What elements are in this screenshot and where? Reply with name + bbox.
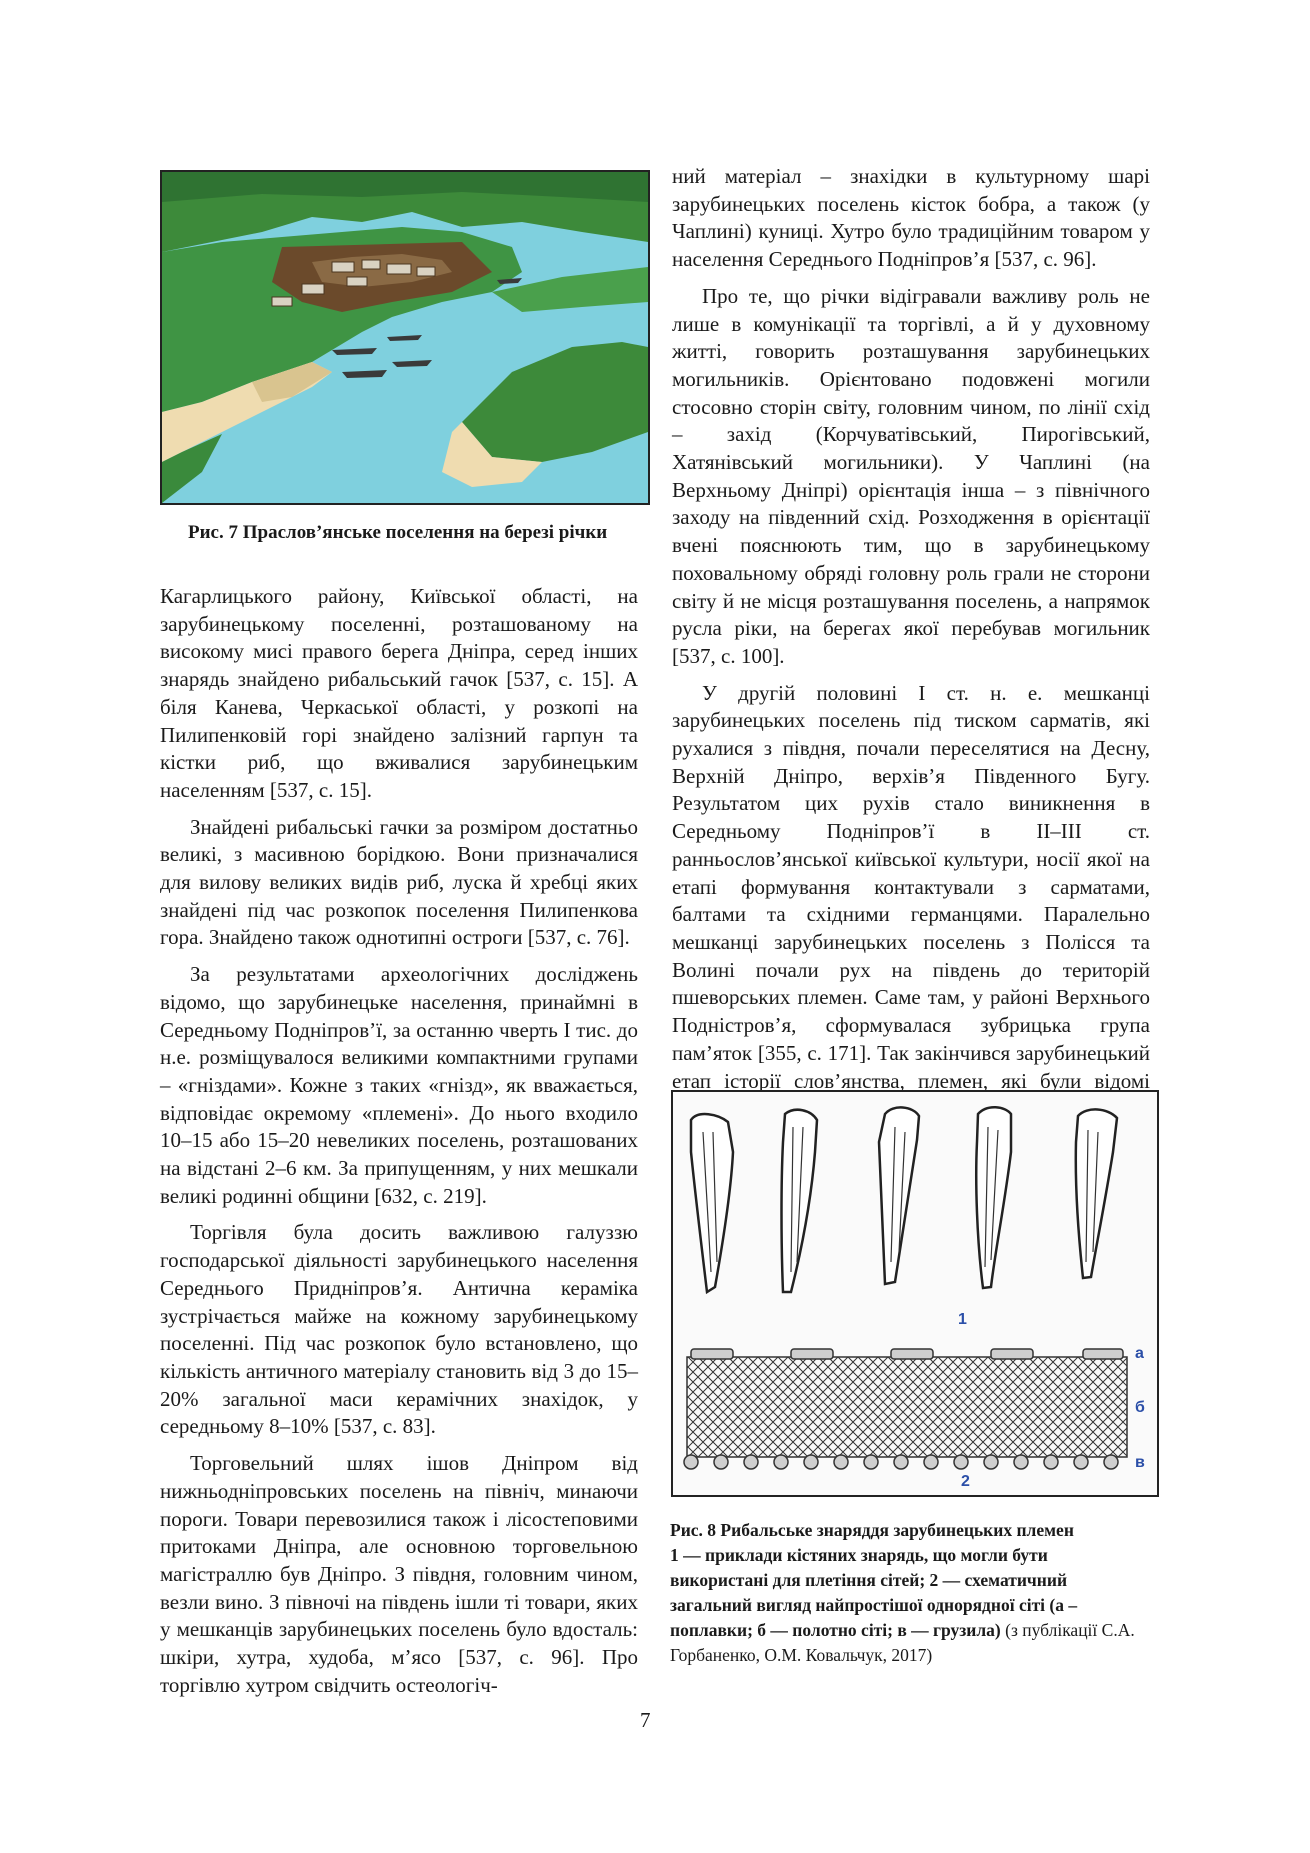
figure-8-image	[671, 1090, 1159, 1497]
right-paragraph-3: У другій половині І ст. н. е. мешканці зарубинецьких поселень під тиском сарматів, які рухалися з півдня, почали переселятися на Десну, Верхній Дніпро, верхів’я Південного Бугу. Результатом цих рухів стало виникнення в Середньому Подніпров’ї в ІІ–ІІІ ст. ранньослов’янської київської культури, носії якої на етапі формування контактували з сарматами, балтами та східними германцями. Паралельно мешканці зарубинецьких поселень з Полісся та Волині почали рух на південь до територій пшеворських племен. Саме там, у районі Верхнього Подністров’я, сформувалася зубрицька група пам’яток [355, с. 171]. Так закінчився зарубинецький етап історії слов’янства, племен, які були відомі	[672, 680, 1150, 1093]
left-paragraph-4: Торгівля була досить важливою галуззю господарської діяльності зарубинецького населення Середнього Придніпров’я. Антична кераміка зустрічається майже на кожному зарубинецькому поселенні. Під час розкопок було встановлено, що кількість античного матеріалу становить від 3 до 15–20% загальної маси керамічних знахідок, у середньому 8–10% [537, с. 83].	[160, 1220, 638, 1439]
river-settlement-illustration-icon	[162, 172, 648, 503]
figure-8-caption-label: Рис. 8	[670, 1520, 717, 1540]
left-paragraph-1: Кагарлицького району, Київської області, на зарубинецькому поселенні, розташованому на високому мисі правого берега Дніпра, серед інших знарядь знайдено рибальський гачок [537, с. 15]. А біля Канева, Черкаської області, у розкопі на Пилипенковій горі знайдено залізний гарпун та кістки риб, що вживалися зарубинецьким населенням [537, с. 15].	[160, 584, 638, 802]
figure-8-caption	[670, 1518, 1150, 1668]
figure-7-caption-text: Праслов’янське поселення на березі річки	[242, 522, 608, 543]
figure-8-caption-body: 1 — приклади кістяних знарядь, що могли бути використані для плетіння сітей; 2 — схематичний загальний вигляд найпростішої однорядної сіті (а – поплавки; б — полотно сіті; в — грузила)	[670, 1545, 1078, 1640]
figure-8-caption-source: (з публікації С.А. Горбаненко, О.М. Ковальчук, 2017)	[670, 1620, 1135, 1665]
right-paragraph-2: Про те, що річки відігравали важливу роль не лише в комунікації та торгівлі, а й у духовному житті, говорить розташування зарубинецьких могильників. Орієнтовано подовжені могили стосовно сторін світу, головним чином, по лінії схід – захід (Корчуватівський, Пирогівський, Хатянівський могильники). У Чаплині (на Верхньому Дніпрі) орієнтація інша – з північного заходу на південний схід. Розходження в орієнтації вчені пояснюють тим, що в зарубинецькому поховальному обряді головну роль грали не сторони світу й не місця розташування поселень, а напрямок русла ріки, на берегах якої перебував могильник [537, с. 100].	[672, 283, 1150, 668]
left-paragraph-3: За результатами археологічних досліджень відомо, що зарубинецьке населення, принаймні в Середньому Подніпров’ї, за останню чверть І тис. до н.е. розміщувалося великими компактними групами – «гніздами». Кожне з таких «гнізд», як вважається, відповідає окремому «племені». До нього входило 10–15 або 15–20 невеликих поселень, розташованих на відстані 2–6 км. За припущенням, у них мешкали великі родинні общини [632, с. 219].	[160, 962, 638, 1208]
left-paragraph-2: Знайдені рибальські гачки за розміром достатньо великі, з масивною борідкою. Вони призначалися для вилову великих видів риб, луска й хребці яких знайдені під час розкопок поселення Пилипенкова гора. Знайдено також однотипні остроги [537, с. 76].	[160, 814, 638, 950]
figure-8-label-2: 2	[961, 1473, 970, 1490]
right-column	[672, 163, 1150, 1123]
left-column	[160, 583, 638, 1699]
figure-7-image	[160, 170, 650, 505]
figure-7-caption	[188, 521, 648, 545]
fishing-tools-illustration-icon	[673, 1092, 1157, 1495]
figure-8-label-b: б	[1135, 1399, 1145, 1416]
left-paragraph-5: Торговельний шлях ішов Дніпром від нижньодніпровських поселень на північ, минаючи пороги. Товари перевозилися також і лісостеповими притоками Дніпра, але основною торговельною магістраллю був Дніпро. З півдня, головним чином, везли вино. З півночі на південь ішли ті товари, яких у мешканців зарубинецьких поселень було вдосталь: шкіри, хутра, худоба, м’ясо [537, с. 96]. Про торгівлю хутром свідчить остеологіч-	[160, 1451, 638, 1697]
figure-8-caption-title: Рибальське знаряддя зарубинецьких племен	[720, 1520, 1074, 1540]
right-paragraph-1: ний матеріал – знахідки в культурному шарі зарубинецьких поселень кісток бобра, а також (у Чаплині) куниці. Хутро було традиційним товаром у населення Середнього Подніпров’я [537, с. 96].	[672, 164, 1150, 272]
figure-7-caption-label: Рис. 7	[188, 522, 238, 543]
figure-8-label-1: 1	[958, 1311, 967, 1328]
figure-8-label-v: в	[1135, 1454, 1145, 1471]
page-number: 7	[640, 1708, 651, 1732]
figure-8-label-a: а	[1135, 1345, 1144, 1362]
